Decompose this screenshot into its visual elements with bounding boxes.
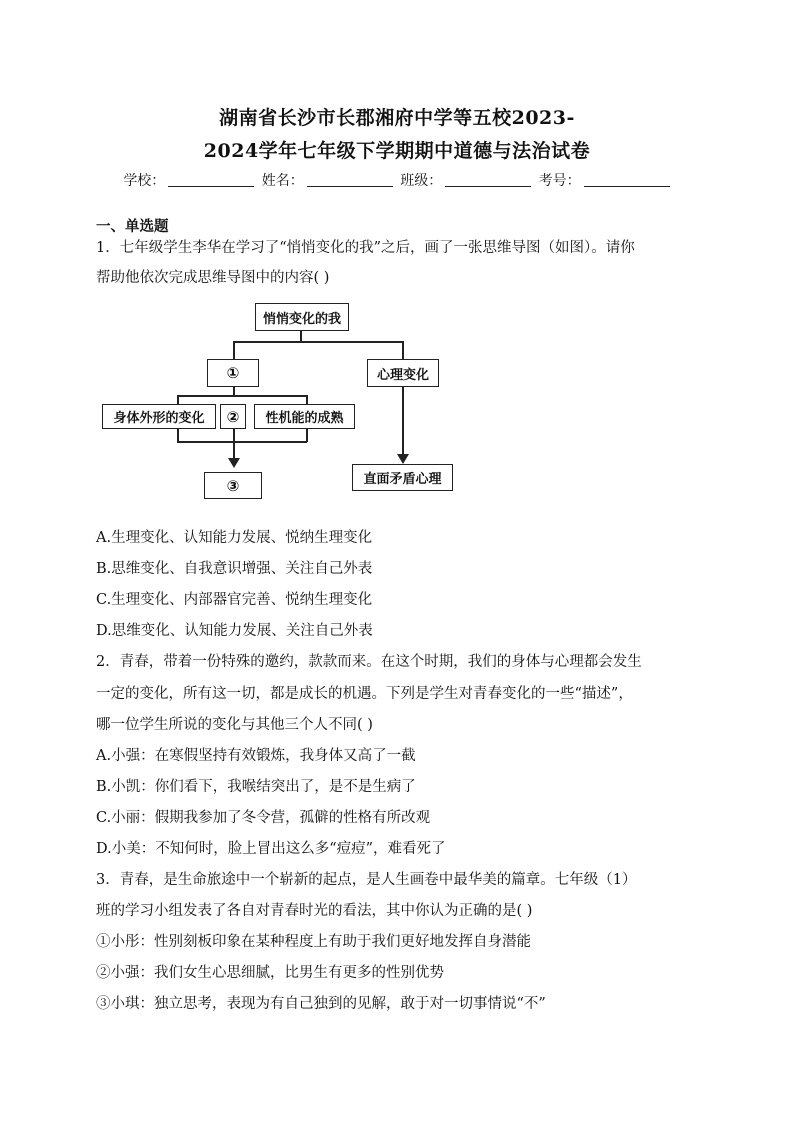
q1-option-d[interactable]: D.思维变化、认知能力发展、关注自己外表: [96, 623, 373, 639]
node-blank-3: ③: [204, 472, 262, 499]
name-label: 姓名：: [261, 173, 304, 189]
connector: [177, 395, 179, 404]
q2-option-b[interactable]: B.小凯：你们看下，我喉结突出了，是不是生病了: [96, 779, 416, 795]
exam-title-line-2: 2024学年七年级下学期期中道德与法治试卷: [203, 140, 591, 162]
section-heading: 一、单选题: [96, 219, 169, 235]
connector: [233, 428, 235, 462]
q2-option-d[interactable]: D.小美：不知何时，脸上冒出这么多“痘痘”，难看死了: [96, 841, 446, 857]
q3-item-3: ③小琪：独立思考，表现为有自己独到的见解，敢于对一切事情说“不”: [96, 996, 546, 1012]
connector: [402, 386, 404, 458]
q2-option-a[interactable]: A.小强：在寒假坚持有效锻炼，我身体又高了一截: [96, 748, 416, 764]
connector: [233, 341, 235, 359]
exam-number-label: 考号：: [538, 173, 581, 189]
connector: [233, 341, 403, 343]
student-info-row: [0, 170, 794, 190]
q2-stem-line-2: 一定的变化，所有这一切，都是成长的机遇。下列是学生对青春变化的一些“描述”，: [96, 686, 633, 702]
class-label: 班级：: [400, 173, 443, 189]
node-body-shape-change: 身体外形的变化: [102, 404, 216, 429]
node-blank-2: ②: [220, 404, 246, 429]
connector: [177, 441, 307, 443]
exam-title-line-1: 湖南省长沙市长郡湘府中学等五校2023-: [219, 107, 575, 129]
q1-option-b[interactable]: B.思维变化、自我意识增强、关注自己外表: [96, 561, 373, 577]
q2-stem-line-3: 哪一位学生所说的变化与其他三个人不同( ): [96, 717, 373, 733]
node-psych-change: 心理变化: [367, 359, 439, 387]
connector: [306, 428, 308, 442]
school-label: 学校：: [123, 173, 166, 189]
name-blank[interactable]: [307, 172, 393, 187]
connector: [177, 428, 179, 442]
q1-option-a[interactable]: A.生理变化、认知能力发展、悦纳生理变化: [96, 530, 373, 546]
node-blank-1: ①: [207, 359, 259, 387]
class-blank[interactable]: [445, 172, 531, 187]
connector: [306, 395, 308, 404]
exam-number-blank[interactable]: [584, 172, 670, 187]
node-face-conflict: 直面矛盾心理: [352, 464, 453, 491]
q1-option-c[interactable]: C.生理变化、内部器官完善、悦纳生理变化: [96, 592, 373, 608]
node-sex-maturity: 性机能的成熟: [254, 404, 355, 429]
arrow-down-icon: [226, 458, 242, 470]
q3-item-2: ②小强：我们女生心思细腻，比男生有更多的性别优势: [96, 965, 444, 981]
q3-stem-line-2: 班的学习小组发表了各自对青春时光的看法，其中你认为正确的是( ): [96, 903, 533, 919]
connector: [177, 395, 307, 397]
q3-stem-line-1: 3．青春，是生命旅途中一个崭新的起点，是人生画卷中最华美的篇章。七年级（1）: [96, 872, 637, 888]
q2-option-c[interactable]: C.小丽：假期我参加了冬令营，孤僻的性格有所改观: [96, 810, 431, 826]
q1-stem-line-2: 帮助他依次完成思维导图中的内容( ): [96, 270, 330, 286]
node-root: 悄悄变化的我: [255, 303, 349, 331]
q3-item-1: ①小彤：性别刻板印象在某种程度上有助于我们更好地发挥自身潜能: [96, 934, 531, 950]
school-blank[interactable]: [168, 172, 254, 187]
q2-stem-line-1: 2．青春，带着一份特殊的邀约，款款而来。在这个时期，我们的身体与心理都会发生: [96, 654, 642, 670]
connector: [402, 341, 404, 359]
q1-stem-line-1: 1．七年级学生李华在学习了“悄悄变化的我”之后，画了一张思维导图（如图）。请你: [96, 240, 635, 256]
